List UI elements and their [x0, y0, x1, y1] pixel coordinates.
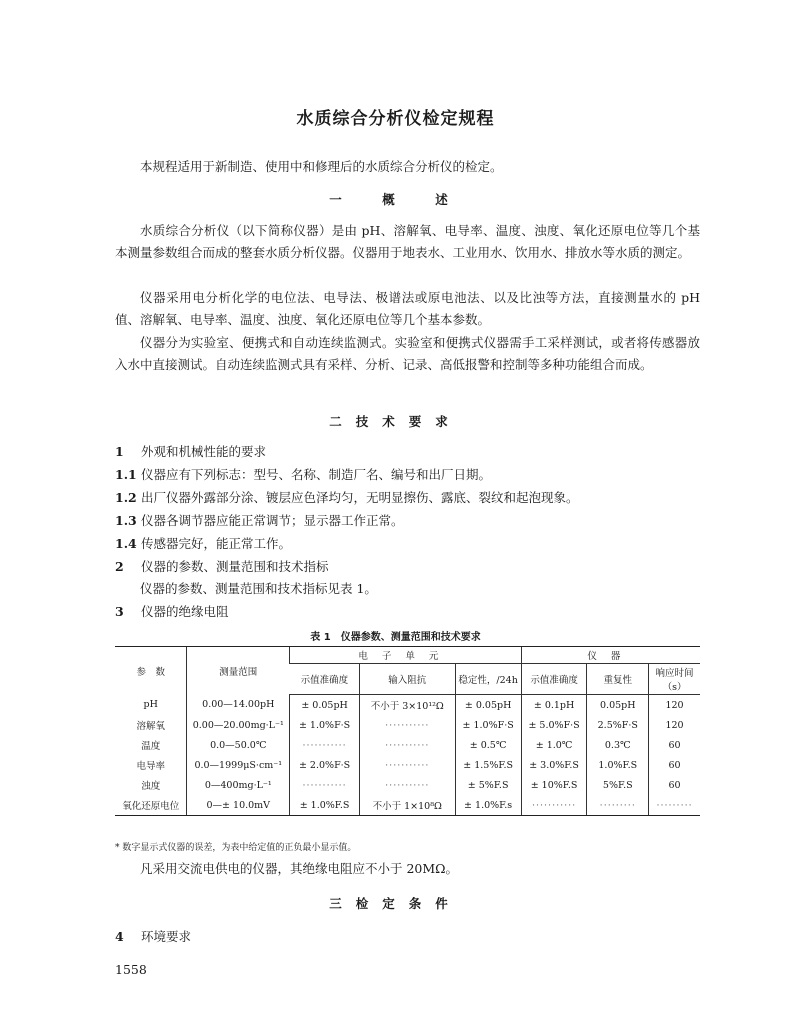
header-inst-accuracy: 示值准确度	[521, 664, 587, 695]
cell-param: 溶解氧	[136, 721, 165, 732]
intro-paragraph: 本规程适用于新制造、使用中和修理后的水质综合分析仪的检定。	[140, 159, 503, 174]
item-number: 1.1	[115, 467, 137, 482]
header-group-electronic: 电子单元	[290, 647, 522, 664]
cell-stability: ± 5%F.S	[455, 775, 521, 795]
table-row	[115, 795, 700, 816]
header-repeatability: 重复性	[587, 664, 649, 695]
cell-inst-accuracy: ± 10%F.S	[521, 775, 587, 795]
item-number: 1	[115, 444, 124, 459]
cell-range: 0.0—1999μS·cm⁻¹	[187, 755, 290, 775]
cell-inst-accuracy: ···········	[521, 795, 587, 816]
cell-response: 60	[649, 775, 700, 795]
cell-impedance: ···········	[360, 735, 456, 755]
cell-repeatability: 0.05pH	[587, 695, 649, 716]
cell-accuracy: ± 0.05pH	[290, 695, 360, 716]
header-response-time	[649, 664, 700, 695]
cell-stability: ± 1.0%F·S	[455, 715, 521, 735]
item-number: 2	[115, 559, 124, 574]
table-row	[115, 695, 700, 716]
table-row	[115, 755, 700, 775]
cell-impedance: 不小于 1×10⁸Ω	[360, 795, 456, 816]
cell-param: 电导率	[136, 761, 165, 772]
cell-repeatability: 5%F.S	[587, 775, 649, 795]
cell-repeatability: 1.0%F.S	[587, 755, 649, 775]
requirement-item	[115, 928, 705, 946]
item-text: 仪器的参数、测量范围和技术指标见表 1。	[140, 581, 377, 596]
overview-paragraph-2: 仪器采用电分析化学的电位法、电导法、极谱法或原电池法、以及比浊等方法，直接测量水的 pH 值、溶解氧、电导率、温度、浊度、氧化还原电位等几个基本参数。	[115, 290, 700, 327]
cell-response: ·········	[649, 795, 700, 816]
cell-accuracy: ± 2.0%F·S	[290, 755, 360, 775]
requirement-item	[140, 580, 730, 598]
cell-param: 浊度	[141, 781, 161, 792]
table-footnote: * 数字显示式仪器的误差，为表中给定值的正负最小显示值。	[115, 843, 357, 853]
cell-range: 0—400mg·L⁻¹	[187, 775, 290, 795]
section-heading-overview: 一 概 述	[329, 192, 462, 207]
cell-impedance: ···········	[360, 715, 456, 735]
cell-impedance: ···········	[360, 755, 456, 775]
cell-inst-accuracy: ± 0.1pH	[521, 695, 587, 716]
header-response-unit: （s）	[662, 682, 687, 693]
item-number: 1.3	[115, 513, 137, 528]
cell-stability: ± 1.0%F.s	[455, 795, 521, 816]
cell-repeatability: 0.3℃	[587, 735, 649, 755]
requirement-item	[115, 603, 705, 621]
cell-accuracy: ± 1.0%F·S	[290, 715, 360, 735]
cell-stability: ± 1.5%F.S	[455, 755, 521, 775]
header-stability: 稳定性，/24h	[455, 664, 521, 695]
item-number: 4	[115, 929, 124, 944]
overview-paragraph-1: 水质综合分析仪（以下简称仪器）是由 pH、溶解氧、电导率、温度、浊度、氧化还原电位等几个基本测量参数组合而成的整套水质分析仪器。仪器用于地表水、工业用水、饮用水、排放水等水质的测定。	[115, 223, 700, 260]
item-text: 仪器各调节器应能正常调节；显示器工作正常。	[141, 513, 404, 528]
table-row	[115, 775, 700, 795]
cell-range: 0.0—50.0℃	[187, 735, 290, 755]
cell-response: 120	[649, 695, 700, 716]
cell-range: 0—± 10.0mV	[187, 795, 290, 816]
cell-accuracy: ···········	[290, 775, 360, 795]
item-text: 仪器应有下列标志：型号、名称、制造厂名、编号和出厂日期。	[141, 467, 492, 482]
cell-param: pH	[143, 699, 158, 711]
requirement-item	[115, 535, 705, 553]
cell-repeatability: ·········	[587, 795, 649, 816]
section-heading-technical: 二技术要求	[329, 414, 462, 429]
header-group-instrument: 仪器	[521, 647, 700, 664]
item-text: 仪器的参数、测量范围和技术指标	[141, 559, 329, 574]
spec-table	[115, 646, 700, 816]
document-title: 水质综合分析仪检定规程	[296, 109, 495, 129]
item-number: 1.2	[115, 490, 137, 505]
cell-impedance: 不小于 3×10¹²Ω	[360, 695, 456, 716]
cell-impedance: ···········	[360, 775, 456, 795]
header-range: 测量范围	[187, 647, 290, 695]
cell-param: 氧化还原电位	[115, 795, 187, 816]
header-accuracy: 示值准确度	[290, 664, 360, 695]
overview-paragraph-3: 仪器分为实验室、便携式和自动连续监测式。实验室和便携式仪器需手工采样测试，或者将传感器放入水中直接测试。自动连续监测式具有采样、分析、记录、高低报警和控制等多种功能组合而成。	[115, 335, 700, 372]
cell-stability: ± 0.5℃	[455, 735, 521, 755]
cell-accuracy: ···········	[290, 735, 360, 755]
requirement-item	[115, 466, 705, 484]
insulation-paragraph: 凡采用交流电供电的仪器，其绝缘电阻应不小于 20MΩ。	[140, 861, 459, 876]
item-text: 外观和机械性能的要求	[141, 444, 267, 459]
item-text: 出厂仪器外露部分涂、镀层应色泽均匀，无明显擦伤、露底、裂纹和起泡现象。	[141, 490, 579, 505]
table-caption: 表 1 仪器参数、测量范围和技术要求	[310, 632, 481, 643]
header-input-impedance: 输入阻抗	[360, 664, 456, 695]
cell-inst-accuracy: ± 5.0%F·S	[521, 715, 587, 735]
cell-range: 0.00—14.00pH	[187, 695, 290, 716]
cell-response: 60	[649, 755, 700, 775]
item-number: 3	[115, 604, 124, 619]
cell-response: 60	[649, 735, 700, 755]
item-text: 仪器的绝缘电阻	[141, 604, 229, 619]
section-heading-conditions: 三检定条件	[329, 896, 462, 911]
cell-range: 0.00—20.00mg·L⁻¹	[187, 715, 290, 735]
page-number: 1558	[115, 962, 147, 977]
item-text: 传感器完好，能正常工作。	[141, 536, 292, 551]
cell-response: 120	[649, 715, 700, 735]
header-param: 参 数	[115, 647, 187, 695]
item-text: 环境要求	[141, 929, 192, 944]
cell-inst-accuracy: ± 3.0%F.S	[521, 755, 587, 775]
item-number: 1.4	[115, 536, 137, 551]
requirement-item	[115, 443, 705, 461]
requirement-item	[115, 558, 705, 576]
header-response-label: 响应时间	[655, 668, 694, 679]
cell-stability: ± 0.05pH	[455, 695, 521, 716]
requirement-item	[115, 512, 705, 530]
table-row	[115, 715, 700, 735]
table-row	[115, 735, 700, 755]
cell-param: 温度	[141, 741, 161, 752]
requirement-item	[115, 489, 705, 507]
cell-accuracy: ± 1.0%F.S	[290, 795, 360, 816]
cell-inst-accuracy: ± 1.0℃	[521, 735, 587, 755]
cell-repeatability: 2.5%F·S	[587, 715, 649, 735]
